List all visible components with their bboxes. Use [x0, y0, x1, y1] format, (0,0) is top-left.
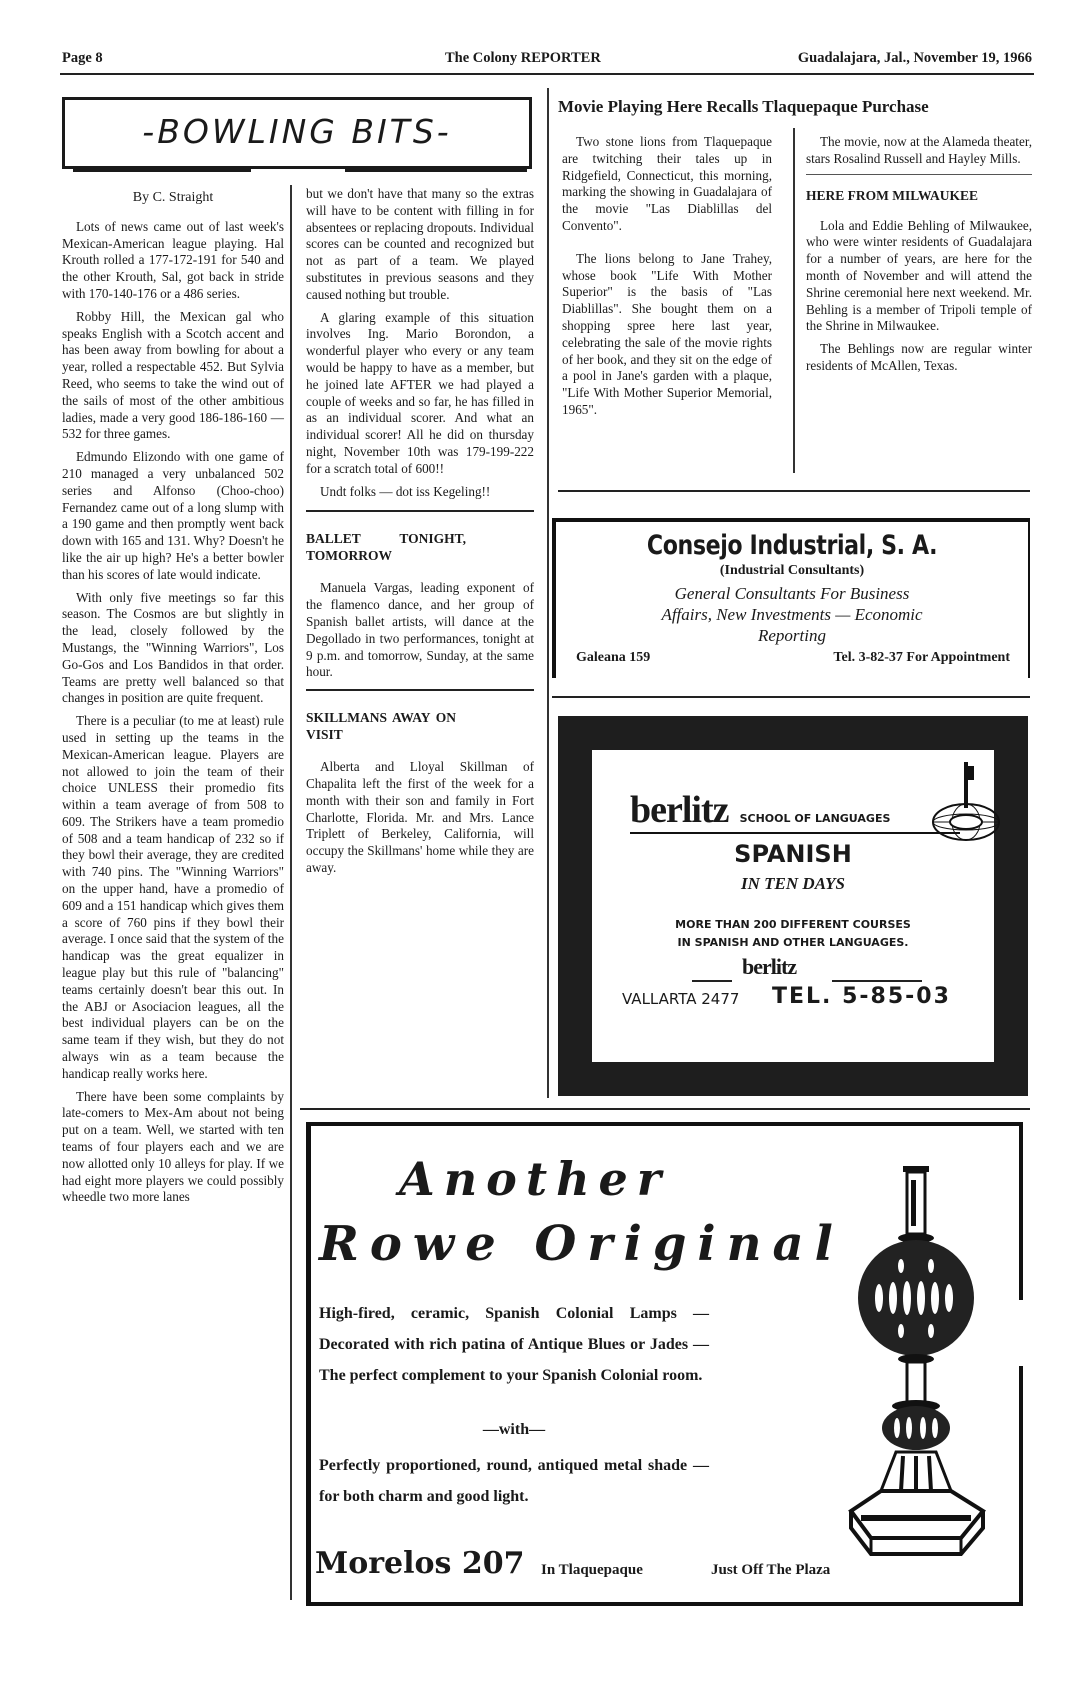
berlitz-ad [558, 716, 1028, 1096]
paragraph: With only five meetings so far this season. The Cosmos are but slightly in the lead, closely followed by the Mustangs, the "Winning Warriors", Los Go-Gos and Los Bandidos in that order. Teams are pretty well balanced so that changes in position are quite frequent. [62, 589, 284, 706]
lamp-illustration-icon [841, 1166, 991, 1561]
bowling-title: -BOWLING BITS- [142, 112, 452, 151]
berlitz-phone: TEL. 5-85-03 [772, 984, 951, 1009]
ballet-headline: BALLET TONIGHT, TOMORROW [306, 531, 466, 564]
berlitz-headline: SPANISH [734, 840, 852, 868]
title-underbar-left [73, 167, 251, 172]
bowling-title-box [62, 97, 532, 169]
paragraph: but we don't have that many so the extras will have to be content with filling in for absentees or replacing dropouts. Individual scores can be counted and recognized but not as part of a team. We played substitutes in previous seasons and they caused nothing but trouble. [306, 186, 534, 302]
paragraph: The lions belong to Jane Trahey, whose book "Life With Mother Superior" is the basis of "Las Diablillas". She bought them on a shopping spree here last year, celebrating the sale of the movie rights of her book, and they sit on the edge of a pool in Jane's garden with a plaque, "Life With Mother Superior Memorial, 1965". [562, 250, 772, 417]
rowe-address: Morelos 207 [315, 1546, 525, 1581]
dateline: Guadalajara, Jal., November 19, 1966 [797, 50, 1032, 66]
berlitz-logo: berlitz [630, 789, 729, 831]
border-right-bottom [1019, 1366, 1023, 1606]
consejo-ad [552, 518, 1030, 678]
masthead [62, 50, 1032, 72]
paragraph: There is a peculiar (to me at least) rule used in setting up the teams in the Mexican-American league. Players are not allowed to join the team of their choice UNLESS their promedio fits within a team average of from 508 to 609. The Strikers have a team promedio of 508 and a team handicap of 232 so if they bowl their average, they are credited with 740 pins. The "Winning Warriors" on the upper hand, have a promedio of 609 and a 151 handicap which gives them a score of 760 pins if they bowl their average. I once said that the system of the handicap was the great equalizer in league play but this rule of "balancing" teams certainly doesn't bear this out. In the ABJ or Asociacion leagues, all the best individual players can be on the same team if they wish, but they do not always win as a team because the handicap really works here. [62, 713, 284, 1081]
ballet-body: Manuela Vargas, leading exponent of the flamenco dance, and her group of Spanish ballet artists, will dance at the Degollado in two performances, tonight at 9 p.m. and tomorrow, Sunday, at the same hour. [306, 580, 534, 680]
bowling-column-2 [306, 186, 534, 883]
berlitz-tagline: SCHOOL OF LANGUAGES [739, 812, 891, 825]
ad-address: Galeana 159 [576, 650, 651, 665]
movie-column-1 [562, 134, 772, 425]
milwaukee-headline: HERE FROM MILWAUKEE [806, 187, 979, 203]
paragraph: Lots of news came out of last week's Mexican-American league playing. Hal Krouth rolled a 177-172-191 for 540 and the other Krouth, Sal, got back in stride with 170-140-176 or a 486 series. [62, 218, 284, 301]
column-divider [793, 128, 795, 473]
column-divider [547, 88, 549, 1098]
paragraph: There have been some complaints by late-comers to Mex-Am about not being put on a team. Well, we started with ten teams of four players each and we are now allotted only 10 alleys for play. If we had eight more players we could possibly wheedle two more lanes [62, 1088, 284, 1205]
skillmans-body: Alberta and Lloyal Skillman of Chapalita left the first of the week for a month with their son and family in Fort Charlotte, Florida. Mr. and Mrs. Lance Triplett of Berkeley, California, will occupy the Skillmans' home while they are away. [306, 759, 534, 875]
title-underbar-right [345, 167, 527, 172]
rowe-body: Perfectly proportioned, round, antiqued metal shade — for both charm and good light. [319, 1457, 709, 1505]
paragraph: A glaring example of this situation involves Ing. Mario Borondon, a wonderful player who every or any team would be happy to have as a member, but he joined late AFTER we had played a couple of weeks and so far, he has filled in as an individual scorer. And what an individual scorer! All he did on thursday night, November 10th was 179-199-222 for a scratch total of 600!! [306, 309, 534, 476]
ad-footer [576, 650, 1010, 666]
byline: By C. Straight [132, 190, 214, 205]
ad-phone: Tel. 3-82-37 For Appointment [833, 650, 1010, 665]
ad-line: Reporting [758, 626, 826, 645]
berlitz-subheadline: IN TEN DAYS [741, 874, 845, 893]
paragraph: Undt folks — dot iss Kegeling!! [320, 483, 491, 499]
ad-line: Affairs, New Investments — Economic [661, 605, 923, 624]
section-rule [306, 510, 534, 512]
ad-company-name: Consejo Industrial, S. A. [646, 530, 938, 561]
rowe-title-line1: Another [399, 1152, 671, 1206]
paragraph: The movie, now at the Alameda theater, stars Rosalind Russell and Hayley Mills. [806, 134, 1032, 166]
underline-right [832, 980, 922, 982]
movie-column-2 [806, 134, 1032, 381]
paragraph: Edmundo Elizondo with one game of 210 managed a very unbalanced 502 series and Alfonso (Choo-choo) Fernandez came out of a long slump with a 190 game and then promptly went back down with 165 and 131. Why? Doesn't he like the air up high? He's a better bowler than his scores of late would indicate. [62, 449, 284, 582]
section-rule [300, 1108, 1030, 1110]
section-rule [306, 689, 534, 691]
berlitz-address: VALLARTA 2477 [622, 990, 740, 1008]
border-right-top [1019, 1122, 1023, 1300]
berlitz-footer-logo-row [682, 954, 934, 986]
section-rule [552, 696, 1030, 698]
ad-line: General Consultants For Business [674, 584, 910, 603]
rowe-with: —with— [482, 1421, 546, 1438]
rowe-body: High-fired, ceramic, Spanish Colonial Lamps — Decorated with rich patina of Antique Blues or Jades — The perfect complement to your Spanish Colonial room. [319, 1305, 709, 1384]
page-number: Page 8 [62, 50, 103, 66]
berlitz-header [630, 788, 960, 834]
rowe-directions: Just Off The Plaza [711, 1562, 831, 1578]
paragraph: The Behlings now are regular winter residents of McAllen, Texas. [806, 341, 1032, 373]
berlitz-footer-logo: berlitz [742, 954, 797, 979]
berlitz-desc: IN SPANISH AND OTHER LANGUAGES. [677, 936, 909, 949]
section-rule [558, 490, 1030, 492]
paper-name: The Colony REPORTER [445, 50, 601, 66]
berlitz-desc: MORE THAN 200 DIFFERENT COURSES [675, 918, 911, 931]
paragraph: Two stone lions from Tlaquepaque are twitching their tales up in Ridgefield, Connecticut, this morning, marking the showing in Guadalajara of the movie "Las Diablillas del Convento". [562, 134, 772, 233]
masthead-rule [60, 73, 1034, 75]
rowe-ad [306, 1122, 1021, 1606]
bowling-column-1 [62, 190, 284, 1212]
underline-left [692, 980, 732, 982]
rowe-location: In Tlaquepaque [541, 1562, 643, 1578]
skillmans-headline: SKILLMANS AWAY ON VISIT [306, 710, 456, 743]
column-divider [290, 185, 292, 1600]
movie-headline: Movie Playing Here Recalls Tlaquepaque Purchase [558, 97, 929, 116]
section-rule [806, 174, 1032, 175]
paragraph: Robby Hill, the Mexican gal who speaks English with a Scotch accent and has been away from bowling for about a year, rolled a respectable 452. But Sylvia Reed, who seems to take the wind out of the sails of most of the other ambitious ladies, made a very good 186-186-160 — 532 for three games. [62, 308, 284, 442]
berlitz-ad-inner [592, 750, 994, 1062]
paragraph: Lola and Eddie Behling of Milwaukee, who were winter residents of Guadalajara for a number of years, are here for the month of November and will attend the Shrine ceremonial here next weekend. Mr. Behling is a member of Tripoli temple of the Shrine in Milwaukee. [806, 217, 1032, 334]
globe-flag-icon [930, 762, 1002, 844]
rowe-title-line2: Rowe Original [319, 1216, 844, 1272]
ad-subtitle: (Industrial Consultants) [719, 563, 865, 578]
